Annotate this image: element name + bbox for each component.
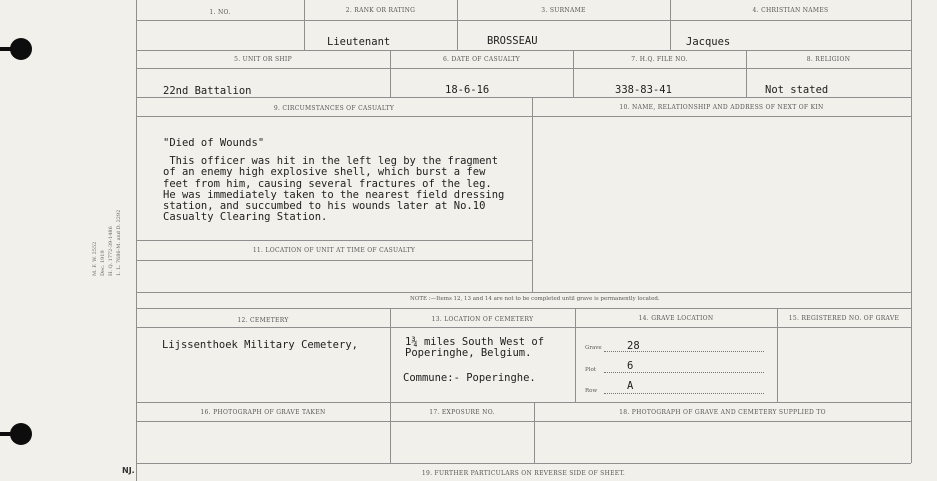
label-location-of-unit: 11. LOCATION OF UNIT AT TIME OF CASUALTY xyxy=(252,247,416,254)
side-print-line: M. F. W. 2552 xyxy=(92,241,98,276)
label-unit: 5. UNIT OR SHIP xyxy=(234,56,292,63)
value-file-no: 338-83-41 xyxy=(615,84,672,96)
value-religion: Not stated xyxy=(765,84,829,96)
value-plot: 6 xyxy=(627,360,634,372)
value-row: A xyxy=(627,380,634,392)
label-location-of-cemetery: 13. LOCATION OF CEMETERY xyxy=(431,316,534,323)
value-unit: 22nd Battalion xyxy=(163,85,252,97)
punch-hole-bottom xyxy=(10,423,32,445)
side-print-line: H. Q. 1772-39-1486 xyxy=(108,226,114,276)
value-surname: BROSSEAU xyxy=(487,35,538,47)
value-date: 18-6-16 xyxy=(445,84,490,96)
value-commune: Commune:- Poperinghe. xyxy=(403,372,536,384)
label-plot: Plot xyxy=(585,367,596,373)
label-file-no: 7. H.Q. FILE NO. xyxy=(631,56,688,63)
side-print xyxy=(92,209,137,346)
value-rank: Lieutenant xyxy=(327,36,391,48)
footer-further-particulars: 19. FURTHER PARTICULARS ON REVERSE SIDE OF SHEET. xyxy=(421,470,626,477)
label-christian-names: 4. CHRISTIAN NAMES xyxy=(752,7,829,14)
value-cemetery: Lijssenthoek Military Cemetery, xyxy=(162,339,358,351)
label-row: Row xyxy=(585,388,598,394)
value-grave: 28 xyxy=(627,340,640,352)
note-items: NOTE :—Items 12, 13 and 14 are not to be completed until grave is permanently located. xyxy=(410,296,660,302)
punch-hole-top xyxy=(10,38,32,60)
label-cemetery: 12. CEMETERY xyxy=(237,317,289,324)
side-print-line: 1. L. 7686-M. and D. 2292 xyxy=(116,209,122,276)
label-surname: 3. SURNAME xyxy=(541,7,586,14)
label-grave: Grave xyxy=(585,345,602,351)
label-next-of-kin: 10. NAME, RELATIONSHIP AND ADDRESS OF NEXT OF KIN xyxy=(619,104,824,111)
footer-mark: NJ. xyxy=(122,466,135,475)
label-religion: 8. RELIGION xyxy=(806,56,851,63)
label-rank: 2. RANK OR RATING xyxy=(345,7,416,14)
value-location-of-cemetery: 1¾ miles South West of Poperinghe, Belgium. xyxy=(405,336,545,360)
value-circumstances-text: This officer was hit in the left leg by the fragment of an enemy high explosive shell, which burst a few feet from him, causing several fractures of the leg. He was immediately taken to the nearest field dressing station, and succumbed to his wounds later at No.10 Casualty Clearing Station. xyxy=(163,155,505,224)
label-registered-no: 15. REGISTERED NO. OF GRAVE xyxy=(788,315,900,322)
label-circumstances: 9. CIRCUMSTANCES OF CASUALTY xyxy=(273,105,395,112)
label-photograph-taken: 16. PHOTOGRAPH OF GRAVE TAKEN xyxy=(200,409,326,416)
label-exposure-no: 17. EXPOSURE NO. xyxy=(429,409,495,416)
side-print-line: Dec. 1919 xyxy=(100,250,106,276)
label-photograph-supplied: 18. PHOTOGRAPH OF GRAVE AND CEMETERY SUPPLIED TO xyxy=(619,409,826,416)
value-christian-names: Jacques xyxy=(686,36,731,48)
label-grave-location: 14. GRAVE LOCATION xyxy=(638,315,714,322)
value-circumstances-title: "Died of Wounds" xyxy=(163,137,265,149)
label-date: 6. DATE OF CASUALTY xyxy=(442,56,521,63)
label-no: 1. NO. xyxy=(209,9,231,16)
